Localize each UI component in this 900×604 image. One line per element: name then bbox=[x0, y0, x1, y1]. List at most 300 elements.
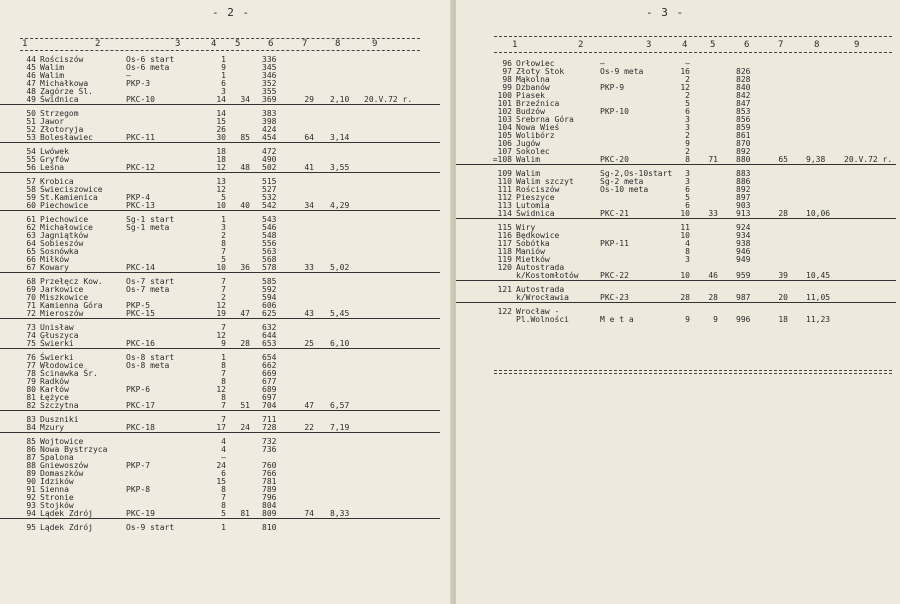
cell-place: Pieszyce bbox=[516, 193, 555, 202]
cell-c6: 892 bbox=[736, 147, 751, 156]
cell-stage: PKP-9 bbox=[600, 83, 625, 92]
column-header-4: 4 bbox=[682, 40, 688, 50]
cell-c6: 736 bbox=[262, 445, 277, 454]
cell-c6: 662 bbox=[262, 361, 277, 370]
cell-c6: 987 bbox=[736, 293, 751, 302]
cell-c8: 5,45 bbox=[330, 309, 350, 318]
cell-c4: 8 bbox=[221, 393, 226, 402]
cell-no: 54 bbox=[26, 147, 36, 156]
cell-c6: 853 bbox=[736, 107, 751, 116]
cell-place: Jagniątków bbox=[40, 231, 89, 240]
cell-place: Świdnica bbox=[40, 95, 79, 104]
cell-place: Świerki bbox=[40, 339, 74, 348]
cell-c7: 18 bbox=[778, 315, 788, 324]
cell-stage: PKP-10 bbox=[600, 107, 629, 116]
cell-place: Mzury bbox=[40, 423, 65, 432]
cell-c4: 4 bbox=[685, 239, 690, 248]
cell-no: 52 bbox=[26, 125, 36, 134]
cell-c5: 71 bbox=[708, 155, 718, 164]
cell-c4: 4 bbox=[221, 437, 226, 446]
cell-c4: 7 bbox=[221, 493, 226, 502]
cell-c4: 14 bbox=[216, 109, 226, 118]
cell-stage: – bbox=[126, 71, 131, 80]
cell-stage: PKP-3 bbox=[126, 79, 151, 88]
cell-no: 117 bbox=[497, 239, 512, 248]
cell-place: St.Kamienica bbox=[40, 193, 98, 202]
cell-stage: PKP-6 bbox=[126, 385, 151, 394]
cell-no: 85 bbox=[26, 437, 36, 446]
cell-place: Leśna bbox=[40, 163, 65, 172]
cell-c8: 10,06 bbox=[806, 209, 831, 218]
cell-place: Gryfów bbox=[40, 155, 69, 164]
column-header-7: 7 bbox=[778, 40, 784, 50]
cell-place: Złotoryja bbox=[40, 125, 84, 134]
column-header-3: 3 bbox=[646, 40, 652, 50]
cell-c6: 924 bbox=[736, 223, 751, 232]
cell-no: 82 bbox=[26, 401, 36, 410]
cell-no: 120 bbox=[497, 263, 512, 272]
column-header-5: 5 bbox=[710, 40, 716, 50]
cell-c4: 12 bbox=[216, 385, 226, 394]
cell-place: Spalona bbox=[40, 453, 74, 462]
cell-c4: 8 bbox=[221, 239, 226, 248]
cell-c8: 2,10 bbox=[330, 95, 350, 104]
column-header-9: 9 bbox=[854, 40, 860, 50]
cell-c4: 8 bbox=[221, 501, 226, 510]
cell-c7: 39 bbox=[778, 271, 788, 280]
cell-c4: 6 bbox=[221, 469, 226, 478]
cell-no: 97 bbox=[502, 67, 512, 76]
cell-stage: Os-6 start bbox=[126, 55, 175, 64]
cell-no: 87 bbox=[26, 453, 36, 462]
cell-c6: 934 bbox=[736, 231, 751, 240]
cell-c4: 8 bbox=[221, 361, 226, 370]
cell-c4: 6 bbox=[685, 185, 690, 194]
cell-place: Zagórze Śl. bbox=[40, 87, 93, 96]
column-header-4: 4 bbox=[211, 39, 217, 49]
cell-c4: 10 bbox=[680, 231, 690, 240]
cell-c8: 10,45 bbox=[806, 271, 831, 280]
cell-c4: 3 bbox=[221, 223, 226, 232]
cell-no: 50 bbox=[26, 109, 36, 118]
cell-place: Orłowiec bbox=[516, 59, 555, 68]
cell-c4: 2 bbox=[221, 293, 226, 302]
cell-c4: 9 bbox=[221, 339, 226, 348]
cell-stage: PKP-8 bbox=[126, 485, 151, 494]
cell-c7: 41 bbox=[304, 163, 314, 172]
cell-c7: 65 bbox=[778, 155, 788, 164]
cell-c6: 398 bbox=[262, 117, 277, 126]
cell-no: 80 bbox=[26, 385, 36, 394]
cell-c4: 7 bbox=[221, 369, 226, 378]
column-header-2: 2 bbox=[95, 39, 101, 49]
cell-no: 75 bbox=[26, 339, 36, 348]
cell-c4: 17 bbox=[216, 423, 226, 432]
cell-place: Sosnówka bbox=[40, 247, 79, 256]
cell-c5: 9 bbox=[713, 315, 718, 324]
cell-place: Wolibórz bbox=[516, 131, 555, 140]
cell-no: 106 bbox=[497, 139, 512, 148]
cell-c6: 548 bbox=[262, 231, 277, 240]
cell-place: Walim bbox=[40, 71, 65, 80]
cell-c6: 938 bbox=[736, 239, 751, 248]
cell-no: 74 bbox=[26, 331, 36, 340]
cell-c6: 383 bbox=[262, 109, 277, 118]
cell-no: 48 bbox=[26, 87, 36, 96]
cell-c6: 704 bbox=[262, 401, 277, 410]
cell-c6: 728 bbox=[262, 423, 277, 432]
cell-c6: 886 bbox=[736, 177, 751, 186]
cell-place: Mietków bbox=[516, 255, 550, 264]
cell-c8: 6,57 bbox=[330, 401, 350, 410]
cell-c6: 959 bbox=[736, 271, 751, 280]
cell-place: Brzeźnica bbox=[516, 99, 560, 108]
cell-c8: 9,38 bbox=[806, 155, 826, 164]
cell-no: 53 bbox=[26, 133, 36, 142]
cell-no: 121 bbox=[497, 285, 512, 294]
cell-place: Jugów bbox=[516, 139, 541, 148]
cell-no: 114 bbox=[497, 209, 512, 218]
cell-place: Strzegom bbox=[40, 109, 79, 118]
cell-place: Lutomia bbox=[516, 201, 550, 210]
cell-stage: Os-10 meta bbox=[600, 185, 649, 194]
cell-c4: 12 bbox=[216, 185, 226, 194]
cell-no: 65 bbox=[26, 247, 36, 256]
cell-place: Lwówek bbox=[40, 147, 69, 156]
cell-no: 95 bbox=[26, 523, 36, 532]
cell-no: 51 bbox=[26, 117, 36, 126]
cell-no: 122 bbox=[497, 307, 512, 316]
cell-no: 63 bbox=[26, 231, 36, 240]
cell-c9: 20.V.72 r. bbox=[364, 95, 413, 104]
cell-place: Walim bbox=[516, 169, 541, 178]
cell-c4: 26 bbox=[216, 125, 226, 134]
cell-place: Lądek Zdrój bbox=[40, 523, 93, 532]
cell-c4: 10 bbox=[680, 209, 690, 218]
column-header-1: 1 bbox=[22, 39, 28, 49]
cell-c4: 5 bbox=[685, 193, 690, 202]
cell-no: 105 bbox=[497, 131, 512, 140]
cell-c4: 7 bbox=[221, 277, 226, 286]
cell-no: 112 bbox=[497, 193, 512, 202]
cell-c4: 1 bbox=[221, 55, 226, 64]
cell-c4: 8 bbox=[221, 485, 226, 494]
cell-place: Stojków bbox=[40, 501, 74, 510]
cell-stage: Os-7 meta bbox=[126, 285, 170, 294]
cell-c6: 689 bbox=[262, 385, 277, 394]
cell-place: Będkowice bbox=[516, 231, 560, 240]
column-header-6: 6 bbox=[744, 40, 750, 50]
cell-c6: 847 bbox=[736, 99, 751, 108]
cell-no: 103 bbox=[497, 115, 512, 124]
cell-place: Karłów bbox=[40, 385, 69, 394]
cell-place: Piasek bbox=[516, 91, 545, 100]
cell-c6: 490 bbox=[262, 155, 277, 164]
cell-c8: 5,02 bbox=[330, 263, 350, 272]
cell-c4: 28 bbox=[680, 293, 690, 302]
cell-c6: 556 bbox=[262, 239, 277, 248]
cell-c4: 10 bbox=[216, 201, 226, 210]
cell-place: Pl.Wolności bbox=[516, 315, 569, 324]
cell-c4: 13 bbox=[216, 177, 226, 186]
cell-c6: 859 bbox=[736, 123, 751, 132]
cell-stage: PKC-19 bbox=[126, 509, 155, 518]
cell-place: k/Kostomłotów bbox=[516, 271, 579, 280]
cell-c4: 2 bbox=[685, 75, 690, 84]
cell-stage: PKC-22 bbox=[600, 271, 629, 280]
cell-c4: 12 bbox=[680, 83, 690, 92]
table-end-rule-2 bbox=[494, 373, 892, 374]
cell-stage: PKC-15 bbox=[126, 309, 155, 318]
cell-no: 66 bbox=[26, 255, 36, 264]
cell-c7: 22 bbox=[304, 423, 314, 432]
cell-place: Gniewoszów bbox=[40, 461, 89, 470]
cell-no: 73 bbox=[26, 323, 36, 332]
cell-c8: 8,33 bbox=[330, 509, 350, 518]
cell-c5: 28 bbox=[240, 339, 250, 348]
cell-c6: 677 bbox=[262, 377, 277, 386]
cell-c4: 14 bbox=[216, 95, 226, 104]
cell-stage: PKP-7 bbox=[126, 461, 151, 470]
cell-c6: 826 bbox=[736, 67, 751, 76]
cell-no: 64 bbox=[26, 239, 36, 248]
cell-c7: 28 bbox=[778, 209, 788, 218]
cell-c6: 369 bbox=[262, 95, 277, 104]
cell-place: Wrocław - bbox=[516, 307, 560, 316]
cell-place: Włodowice bbox=[40, 361, 84, 370]
cell-no: 90 bbox=[26, 477, 36, 486]
cell-no: 59 bbox=[26, 193, 36, 202]
cell-place: Duszniki bbox=[40, 415, 79, 424]
cell-c5: 24 bbox=[240, 423, 250, 432]
cell-place: Walim bbox=[40, 63, 65, 72]
cell-place: Domaszków bbox=[40, 469, 84, 478]
cell-c6: 996 bbox=[736, 315, 751, 324]
cell-c4: 11 bbox=[680, 223, 690, 232]
page-number-left: - 2 - bbox=[212, 6, 251, 19]
column-header-2: 2 bbox=[578, 40, 584, 50]
cell-c6: 502 bbox=[262, 163, 277, 172]
cell-c7: 43 bbox=[304, 309, 314, 318]
cell-stage: PKC-18 bbox=[126, 423, 155, 432]
cell-place: Głuszyca bbox=[40, 331, 79, 340]
cell-no: 99 bbox=[502, 83, 512, 92]
cell-c5: 28 bbox=[708, 293, 718, 302]
column-header-8: 8 bbox=[814, 40, 820, 50]
cell-c6: 809 bbox=[262, 509, 277, 518]
cell-no: 93 bbox=[26, 501, 36, 510]
cell-c6: 653 bbox=[262, 339, 277, 348]
cell-stage: PKC-12 bbox=[126, 163, 155, 172]
cell-place: Złoty Stok bbox=[516, 67, 565, 76]
cell-no: 67 bbox=[26, 263, 36, 272]
cell-c4: 1 bbox=[221, 353, 226, 362]
cell-c4: 9 bbox=[685, 315, 690, 324]
cell-c4: 9 bbox=[221, 63, 226, 72]
cell-stage: – bbox=[600, 59, 605, 68]
cell-no: 86 bbox=[26, 445, 36, 454]
cell-place: Walim szczyt bbox=[516, 177, 574, 186]
table-row-checkpoint-total bbox=[0, 164, 440, 173]
cell-place: Świerki bbox=[40, 353, 74, 362]
cell-no: 78 bbox=[26, 369, 36, 378]
cell-place: Sokolec bbox=[516, 147, 550, 156]
cell-no: 100 bbox=[497, 91, 512, 100]
page-number-right: - 3 - bbox=[646, 6, 685, 19]
cell-place: Sobieszów bbox=[40, 239, 84, 248]
cell-c8: 3,14 bbox=[330, 133, 350, 142]
cell-c4: 16 bbox=[680, 67, 690, 76]
cell-c6: 606 bbox=[262, 301, 277, 310]
cell-no: 83 bbox=[26, 415, 36, 424]
cell-c6: 592 bbox=[262, 285, 277, 294]
cell-stage: PKC-10 bbox=[126, 95, 155, 104]
cell-c6: 527 bbox=[262, 185, 277, 194]
cell-no: 109 bbox=[497, 169, 512, 178]
cell-no: 88 bbox=[26, 461, 36, 470]
column-header-7: 7 bbox=[302, 39, 308, 49]
cell-c6: 760 bbox=[262, 461, 277, 470]
cell-c4: 30 bbox=[216, 133, 226, 142]
cell-stage: PKP-4 bbox=[126, 193, 151, 202]
cell-no: 72 bbox=[26, 309, 36, 318]
cell-c4: 5 bbox=[221, 509, 226, 518]
cell-c7: 33 bbox=[304, 263, 314, 272]
cell-c4: 12 bbox=[216, 331, 226, 340]
cell-c4: 6 bbox=[221, 79, 226, 88]
cell-c6: 594 bbox=[262, 293, 277, 302]
cell-c6: 840 bbox=[736, 83, 751, 92]
column-header-1: 1 bbox=[512, 40, 518, 50]
cell-c4: 5 bbox=[685, 99, 690, 108]
cell-c6: 669 bbox=[262, 369, 277, 378]
cell-stage: PKC-21 bbox=[600, 209, 629, 218]
cell-c4: 10 bbox=[216, 263, 226, 272]
cell-no: 57 bbox=[26, 177, 36, 186]
cell-place: Ścinawka Śr. bbox=[40, 369, 98, 378]
column-header-right bbox=[456, 40, 900, 50]
cell-c5: 51 bbox=[240, 401, 250, 410]
cell-c6: 644 bbox=[262, 331, 277, 340]
cell-place: Rościszów bbox=[40, 55, 84, 64]
cell-place: Świdnica bbox=[516, 209, 555, 218]
cell-place: Michałowice bbox=[40, 223, 93, 232]
cell-c6: 903 bbox=[736, 201, 751, 210]
cell-c4: 2 bbox=[221, 231, 226, 240]
cell-c4: 9 bbox=[685, 139, 690, 148]
cell-c4: 15 bbox=[216, 477, 226, 486]
cell-c6: 711 bbox=[262, 415, 277, 424]
cell-c6: 804 bbox=[262, 501, 277, 510]
cell-stage: Os-9 meta bbox=[600, 67, 644, 76]
cell-c6: 842 bbox=[736, 91, 751, 100]
cell-place: Kowary bbox=[40, 263, 69, 272]
cell-no: 119 bbox=[497, 255, 512, 264]
cell-c4: – bbox=[221, 453, 226, 462]
table-row-checkpoint-total bbox=[0, 202, 440, 211]
cell-place: Wojtowice bbox=[40, 437, 84, 446]
cell-c4: 5 bbox=[221, 255, 226, 264]
table-row bbox=[0, 64, 440, 72]
cell-c4: 3 bbox=[685, 169, 690, 178]
cell-c6: 346 bbox=[262, 71, 277, 80]
cell-c7: 47 bbox=[304, 401, 314, 410]
cell-stage: Os-7 start bbox=[126, 277, 175, 286]
cell-place: Autostrada bbox=[516, 263, 565, 272]
cell-c6: 454 bbox=[262, 133, 277, 142]
cell-c4: 12 bbox=[216, 163, 226, 172]
cell-c6: 472 bbox=[262, 147, 277, 156]
cell-no: 89 bbox=[26, 469, 36, 478]
cell-c4: 2 bbox=[685, 147, 690, 156]
cell-c4: 18 bbox=[216, 147, 226, 156]
cell-c5: 36 bbox=[240, 263, 250, 272]
table-row-checkpoint-total bbox=[0, 264, 440, 273]
cell-c4: 19 bbox=[216, 309, 226, 318]
cell-c7: 74 bbox=[304, 509, 314, 518]
cell-stage: Os-6 meta bbox=[126, 63, 170, 72]
cell-c6: 861 bbox=[736, 131, 751, 140]
cell-no: 70 bbox=[26, 293, 36, 302]
cell-place: Nowa Wieś bbox=[516, 123, 560, 132]
cell-no: 92 bbox=[26, 493, 36, 502]
cell-no: 68 bbox=[26, 277, 36, 286]
cell-c6: 336 bbox=[262, 55, 277, 64]
cell-place: Szczytna bbox=[40, 401, 79, 410]
cell-c4: 2 bbox=[685, 91, 690, 100]
cell-place: Sobótka bbox=[516, 239, 550, 248]
column-header-8: 8 bbox=[335, 39, 341, 49]
cell-place: Radków bbox=[40, 377, 69, 386]
cell-c6: 578 bbox=[262, 263, 277, 272]
table-row-checkpoint-total bbox=[0, 96, 440, 105]
cell-c4: 6 bbox=[685, 201, 690, 210]
cell-c6: 949 bbox=[736, 255, 751, 264]
cell-c8: 11,05 bbox=[806, 293, 831, 302]
cell-place: Sienna bbox=[40, 485, 69, 494]
cell-c4: 8 bbox=[685, 247, 690, 256]
cell-c7: 64 bbox=[304, 133, 314, 142]
cell-c6: 897 bbox=[736, 193, 751, 202]
cell-no: 104 bbox=[497, 123, 512, 132]
cell-c4: 1 bbox=[221, 215, 226, 224]
cell-c6: 781 bbox=[262, 477, 277, 486]
cell-c4: 3 bbox=[221, 87, 226, 96]
cell-c7: 20 bbox=[778, 293, 788, 302]
column-header-left bbox=[0, 39, 452, 49]
cell-c6: 796 bbox=[262, 493, 277, 502]
cell-no: 71 bbox=[26, 301, 36, 310]
cell-c5: 40 bbox=[240, 201, 250, 210]
cell-no: 111 bbox=[497, 185, 512, 194]
cell-c4: 7 bbox=[221, 285, 226, 294]
cell-place: Krobica bbox=[40, 177, 74, 186]
cell-no: 107 bbox=[497, 147, 512, 156]
cell-place: Kamienna Góra bbox=[40, 301, 103, 310]
cell-stage: Os-8 start bbox=[126, 353, 175, 362]
cell-no: 76 bbox=[26, 353, 36, 362]
cell-place: Mieroszów bbox=[40, 309, 84, 318]
table-row bbox=[456, 316, 896, 324]
cell-c6: 913 bbox=[736, 209, 751, 218]
cell-c4: – bbox=[685, 59, 690, 68]
cell-no: 79 bbox=[26, 377, 36, 386]
cell-stage: Sg-2,Os-10start bbox=[600, 169, 673, 178]
cell-c8: 7,19 bbox=[330, 423, 350, 432]
cell-c6: 563 bbox=[262, 247, 277, 256]
cell-place: Rościszów bbox=[516, 185, 560, 194]
cell-place: Autostrada bbox=[516, 285, 565, 294]
